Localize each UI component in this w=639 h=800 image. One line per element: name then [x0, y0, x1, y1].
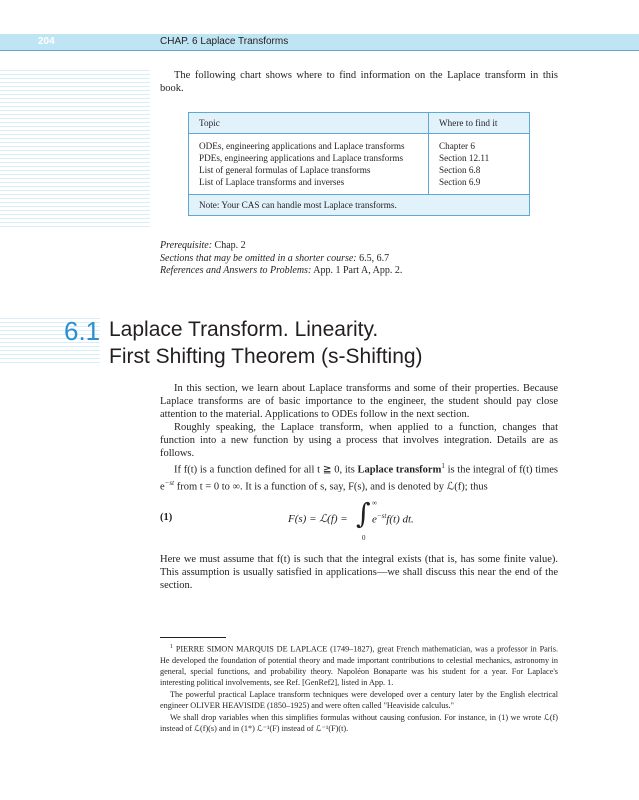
table-cell: Section 12.11	[429, 152, 530, 164]
table-row	[189, 134, 530, 153]
footnote-notation: We shall drop variables when this simplifies formulas without causing confusion. For instance, in (1) we wrote ℒ(f) instead of ℒ(f)(s) and in (1*) ℒ⁻¹(F) instead of ℒ⁻¹(F)(t).	[160, 712, 558, 733]
omit-label: Sections that may be omitted in a shorter course:	[160, 252, 357, 264]
table-row	[189, 164, 530, 176]
header-band	[0, 34, 639, 50]
footnote-rule	[160, 637, 226, 638]
prerequisites-block	[160, 240, 570, 278]
integral-lower-limit: 0	[362, 534, 366, 542]
omit-value: 6.5, 6.7	[359, 252, 390, 264]
exponent: −st	[376, 512, 387, 520]
paragraph: In this section, we learn about Laplace transforms and some of their properties. Because Laplace transforms are of basic importance to the engineer, the student should pay close attention to the material. Applications to ODEs follow in the next section.	[160, 383, 558, 420]
table-cell: ODEs, engineering applications and Laplace transforms	[199, 141, 405, 151]
page-number: 204	[38, 36, 55, 47]
laplace-guide-table	[188, 112, 530, 216]
references-value: App. 1 Part A, App. 2.	[313, 265, 403, 276]
table-cell: Section 6.8	[429, 164, 530, 176]
header-rule	[0, 50, 639, 51]
section-number: 6.1	[64, 316, 101, 346]
text-span: If f(t) is a function defined for all t ≧ 0, its	[174, 464, 355, 476]
section-title-line1: Laplace Transform. Linearity.	[109, 318, 379, 341]
table-cell: Chapter 6	[429, 134, 530, 153]
chapter-title: CHAP. 6 Laplace Transforms	[160, 36, 289, 47]
equation-lhs: F(s) = ℒ(f) =	[288, 513, 348, 525]
margin-decoration	[0, 70, 150, 230]
definition-paragraph: If f(t) is a function defined for all t ≧ 0, its Laplace transform$^1$ is the integral of f(t) times $e^{-st}$ from t = 0 to ∞. It is a function of s, say, F(s), and is denoted by ℒ(f); thus	[160, 462, 558, 492]
integral-sign: ∫	[356, 497, 371, 530]
text-span: from t = 0 to ∞. It is a function of s, say, F(s), and is denoted by ℒ(f); thus	[176, 481, 488, 492]
text-span: is the integral of f(t) times e	[160, 464, 558, 492]
prereq-label: Prerequisite:	[160, 240, 213, 251]
prereq-value: Chap. 2	[214, 240, 246, 251]
text-span: e	[372, 513, 377, 526]
paragraph: Roughly speaking, the Laplace transform, when applied to a function, changes that function into a new function by using a process that involves integration. Details are as follows.	[160, 422, 558, 459]
equation-rhs	[372, 512, 414, 526]
table-cell: List of Laplace transforms and inverses	[199, 177, 345, 187]
term-laplace-transform: Laplace transform	[357, 464, 442, 476]
body-text	[160, 382, 558, 493]
table-header-topic: Topic	[189, 113, 429, 134]
table-row	[189, 176, 530, 195]
section-title	[109, 316, 423, 370]
footnote-item: $^1$ PIERRE SIMON MARQUIS DE LAPLACE (1749–1827), great French mathematician, was a professor in Paris. He developed the foundation of potential theory and made important contributions to celestial mechanics, astronomy in general, special functions, and probability theory. Napoléon Bonaparte was his student for a year. For Laplace's interesting political involvements, see Ref. [GenRef2], listed in App. 1.	[160, 644, 558, 687]
table-cell: List of general formulas of Laplace transforms	[199, 165, 371, 175]
section-title-line2: First Shifting Theorem (s-Shifting)	[109, 345, 423, 368]
table-header-location: Where to find it	[429, 113, 530, 134]
footnote-laplace: PIERRE SIMON MARQUIS DE LAPLACE (1749–1827), great French mathematician, was a professor in Paris. He developed the foundation of potential theory and made important contributions to celestial mechanics, astronomy in general, special functions, and probability theory. Napoléon Bonaparte was his student for a year. For Laplace's interesting political involvements, see Ref. [GenRef2], listed in App. 1.	[160, 644, 558, 687]
assumption-paragraph: Here we must assume that f(t) is such that the integral exists (that is, has some finite value). This assumption is usually satisfied in applications—we shall discuss this near the end of the section.	[160, 554, 558, 591]
running-header	[0, 34, 639, 56]
text-span: f(t) dt.	[386, 513, 414, 526]
table-row	[189, 152, 530, 164]
intro-paragraph: The following chart shows where to find information on the Laplace transform in this book.	[160, 70, 558, 94]
table-cell: Section 6.9	[429, 176, 530, 195]
footnote-heaviside: The powerful practical Laplace transform techniques were developed over a century later by the English electrical engineer OLIVER HEAVISIDE (1850–1925) and were often called "Heaviside calculus."	[160, 689, 558, 710]
integral-upper-limit: ∞	[372, 499, 377, 507]
table-cell: PDEs, engineering applications and Laplace transforms	[199, 153, 404, 163]
equation-label: (1)	[160, 512, 173, 523]
table-note: Note: Your CAS can handle most Laplace transforms.	[189, 195, 530, 216]
references-label: References and Answers to Problems:	[160, 265, 312, 276]
footnotes	[160, 642, 558, 734]
